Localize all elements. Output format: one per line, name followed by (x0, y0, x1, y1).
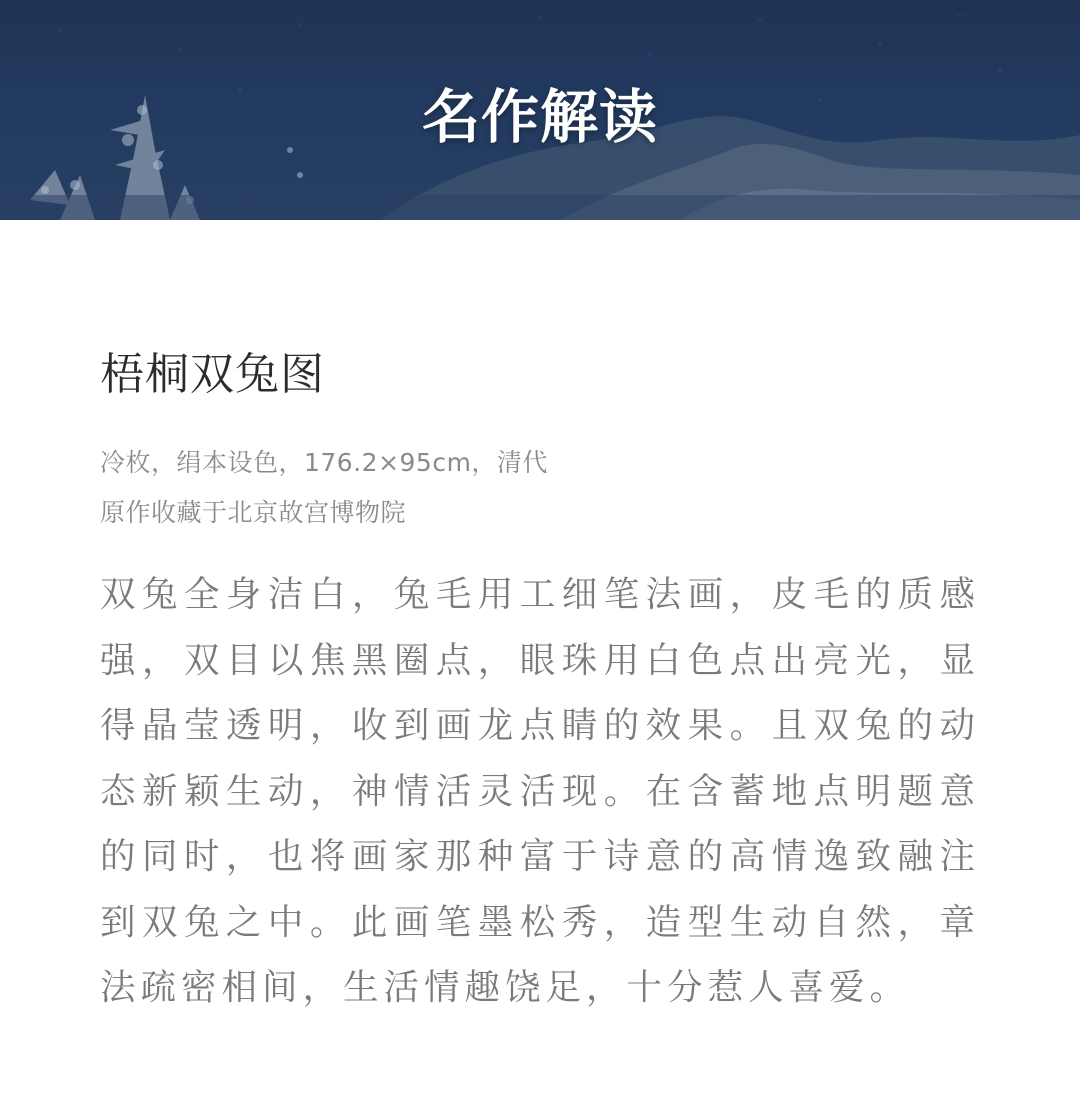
banner-title: 名作解读 (421, 83, 658, 151)
artwork-collection: 原作收藏于北京故宫博物院 (100, 498, 407, 527)
artwork-article (100, 342, 980, 1021)
artwork-medium-size-period: 冷枚，绢本设色，176.2×95cm，清代 (100, 448, 548, 477)
artwork-title: 梧桐双兔图 (100, 349, 325, 400)
artwork-description: 双兔全身洁白，兔毛用工细笔法画，皮毛的质感强，双目以焦黑圈点，眼珠用白色点出亮光，显得晶莹透明，收到画龙点睛的效果。且双兔的动态新颖生动，神情活灵活现。在含蓄地点明题意的同时，也将画家那种富于诗意的高情逸致融注到双兔之中。此画笔墨松秀，造型生动自然，章法疏密相间，生活情趣饶足，十分惹人喜爱。 (100, 574, 980, 1008)
header-banner (0, 0, 1080, 220)
artwork-meta (100, 438, 980, 538)
